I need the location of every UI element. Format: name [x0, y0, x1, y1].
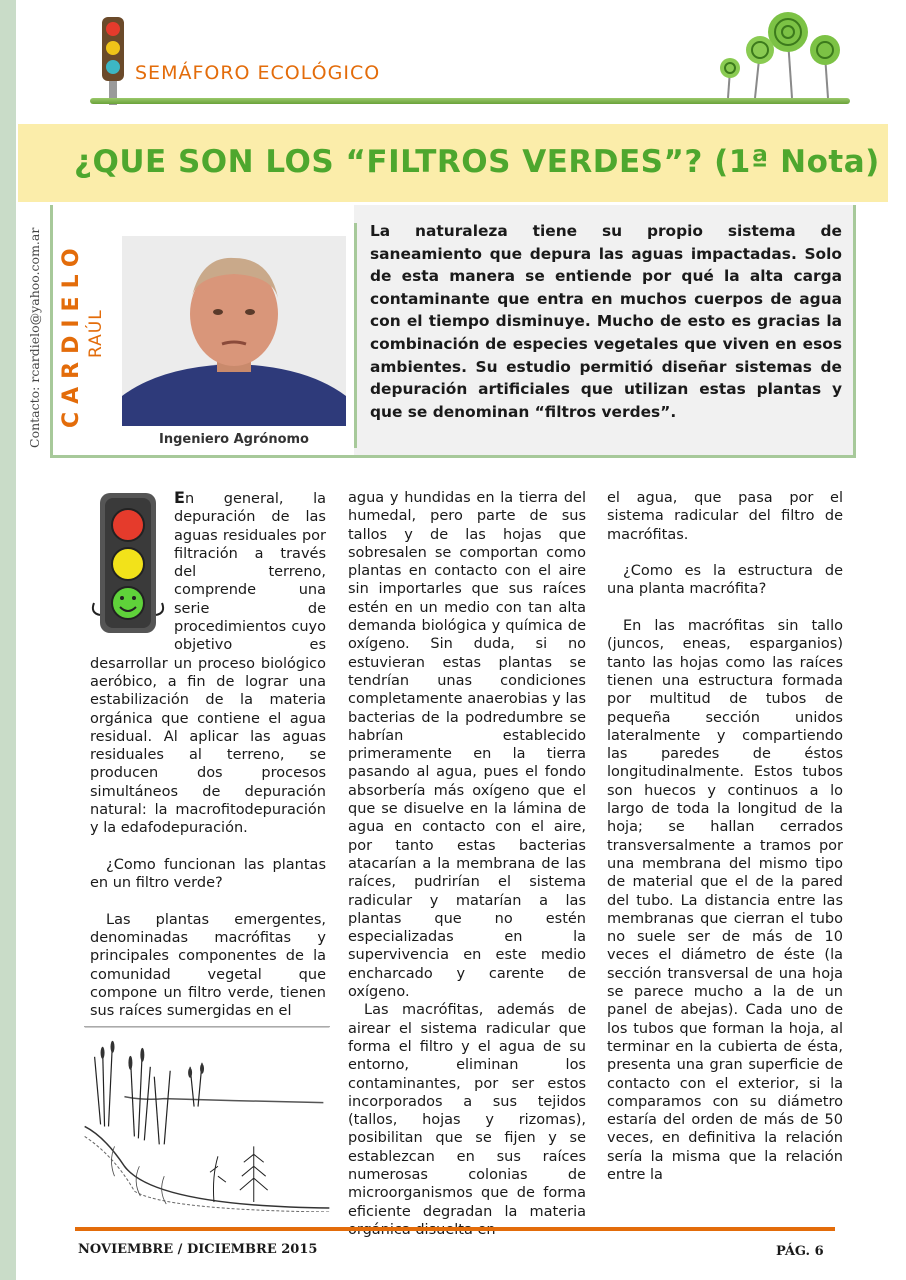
- author-photo: [122, 236, 346, 426]
- column-1: [90, 489, 326, 1021]
- col2-paragraph-1: agua y hundidas en la tierra del humedal, pero parte de sus tallos y de las hojas que sobresalen se comportan como plantas en contacto con el aire sin importarles que sus raíces estén en un medio con tan alta demanda biológica y química de oxígeno. Sin duda, si no estuvieran estas plantas se tendrían unas condiciones completamente anaerobias y las bacterias de la podredumbre se habrían establecido primeramente en la tierra pasando al agua, pues el fondo absorbería más oxígeno que el que se disuelve en la lámina de agua en contacto con el aire, por tanto estas bacterias atacarían a la membrana de las raíces, pudrirían el sistema radicular y matarían a las plantas que no estén especializadas en la supervivencia en este medio encharcado y carente de oxígeno.: [348, 490, 586, 1001]
- section-title: SEMÁFORO ECOLÓGICO: [135, 62, 381, 84]
- smiling-traffic-light-icon: [90, 491, 166, 639]
- col1-paragraph-2: Las plantas emergentes, denominadas macrófitas y principales componentes de la comunidad vegetal que compone un filtro verde, tienen sus raíces sumergidas en el: [90, 911, 326, 1020]
- dropcap: E: [174, 488, 185, 507]
- contact-email: Contacto: rcardielo@yahoo.com.ar: [27, 227, 42, 448]
- author-first-name: RAÚL: [86, 309, 106, 358]
- col3-paragraph-1: el agua, que pasa por el sistema radicular del filtro de macrófitas.: [607, 490, 843, 543]
- footer-issue-date: NOVIEMBRE / DICIEMBRE 2015: [78, 1242, 318, 1257]
- intro-text: La naturaleza tiene su propio sistema de saneamiento que depura las aguas impactadas. Solo de esta manera se entiende por qué la alta carga contaminante que entra en muchos cuerpos de agua con el tiempo disminuye. Mucho de esto es gracias la combinación de especies vegetales que viven en esos ambientes. Su estudio permitió diseñar sistemas de depuración artificiales que utilizan estas plantas y que se denominan “filtros verdes”.: [370, 222, 842, 421]
- wetland-plant-illustration: [84, 1026, 330, 1212]
- traffic-light-logo-icon: [100, 15, 126, 107]
- intro-box: [354, 205, 856, 458]
- title-band: [18, 124, 888, 202]
- col1-p1-text: n general, la depuración de las aguas residuales por filtración a través del terreno, comprende una serie de procedimientos cuyo objetivo es desarrollar un proceso biológico aeróbico, a fin de lograr una estabilización de la materia orgánica que contiene el agua residual. Al aplicar las aguas residuales al terreno, se producen dos procesos simultáneos de depuración natural: la macrofitodepuración y la edafodepuración.: [90, 491, 326, 837]
- trees-decoration-icon: [700, 10, 850, 102]
- author-last-name: CARDIELO: [59, 240, 84, 428]
- article-title: ¿QUE SON LOS “FILTROS VERDES”? (1ª Nota): [74, 144, 880, 180]
- column-3: [607, 489, 843, 1184]
- author-caption: Ingeniero Agrónomo: [159, 432, 309, 447]
- footer-orange-line: [75, 1227, 835, 1231]
- column-2: [348, 489, 586, 1239]
- col2-paragraph-2: Las macrófitas, además de airear el sistema radicular que forma el filtro y el agua de su entorno, eliminan los contaminantes, por ser estos incorporados a sus tejidos (tallos, hojas y rizomas), posibilitan que se fijen y se establezcan en sus raíces numerosas colonias de microorganismos que de forma eficiente degradan la materia: [348, 1002, 586, 1220]
- footer-page-number: PÁG. 6: [776, 1244, 824, 1259]
- left-margin-strip: [0, 0, 16, 1280]
- intro-accent-bar: [354, 223, 357, 448]
- page-header: [90, 10, 850, 110]
- col3-paragraph-2: En las macrófitas sin tallo (juncos, eneas, esparganios) tanto las hojas como las raíces tienen una estructura formada por multitud de tubos de pequeña sección unidos lateralmente y compartiendo las paredes de éstos longitudinalmente. Estos tubos son huecos y continuos a lo largo de toda la longitud de la hoja; se hallan cerrados transversalmente a tramos por una membrana del mismo tipo de material que el de la pared del tubo. La distancia entre las membranas que cierran el tubo no suele ser de más de 10 veces el diámetro de éste (la sección transversal de una hoja se parece mucho a la de un panel de abejas). Cada uno de los tubos que forman la hoja, al terminar en la cubierta de ésta, presenta una gran superficie de contacto con el exterior, si la comparamos con su diámetro estaría del orden de más de 50 veces, en definitiva la relación sería la misma que la relación entre la: [607, 618, 843, 1183]
- author-portrait-image: [122, 236, 346, 426]
- col3-question: ¿Como es la estructura de una planta macrófita?: [607, 563, 843, 598]
- col1-question: ¿Como funcionan las plantas en un filtro verde?: [90, 856, 326, 892]
